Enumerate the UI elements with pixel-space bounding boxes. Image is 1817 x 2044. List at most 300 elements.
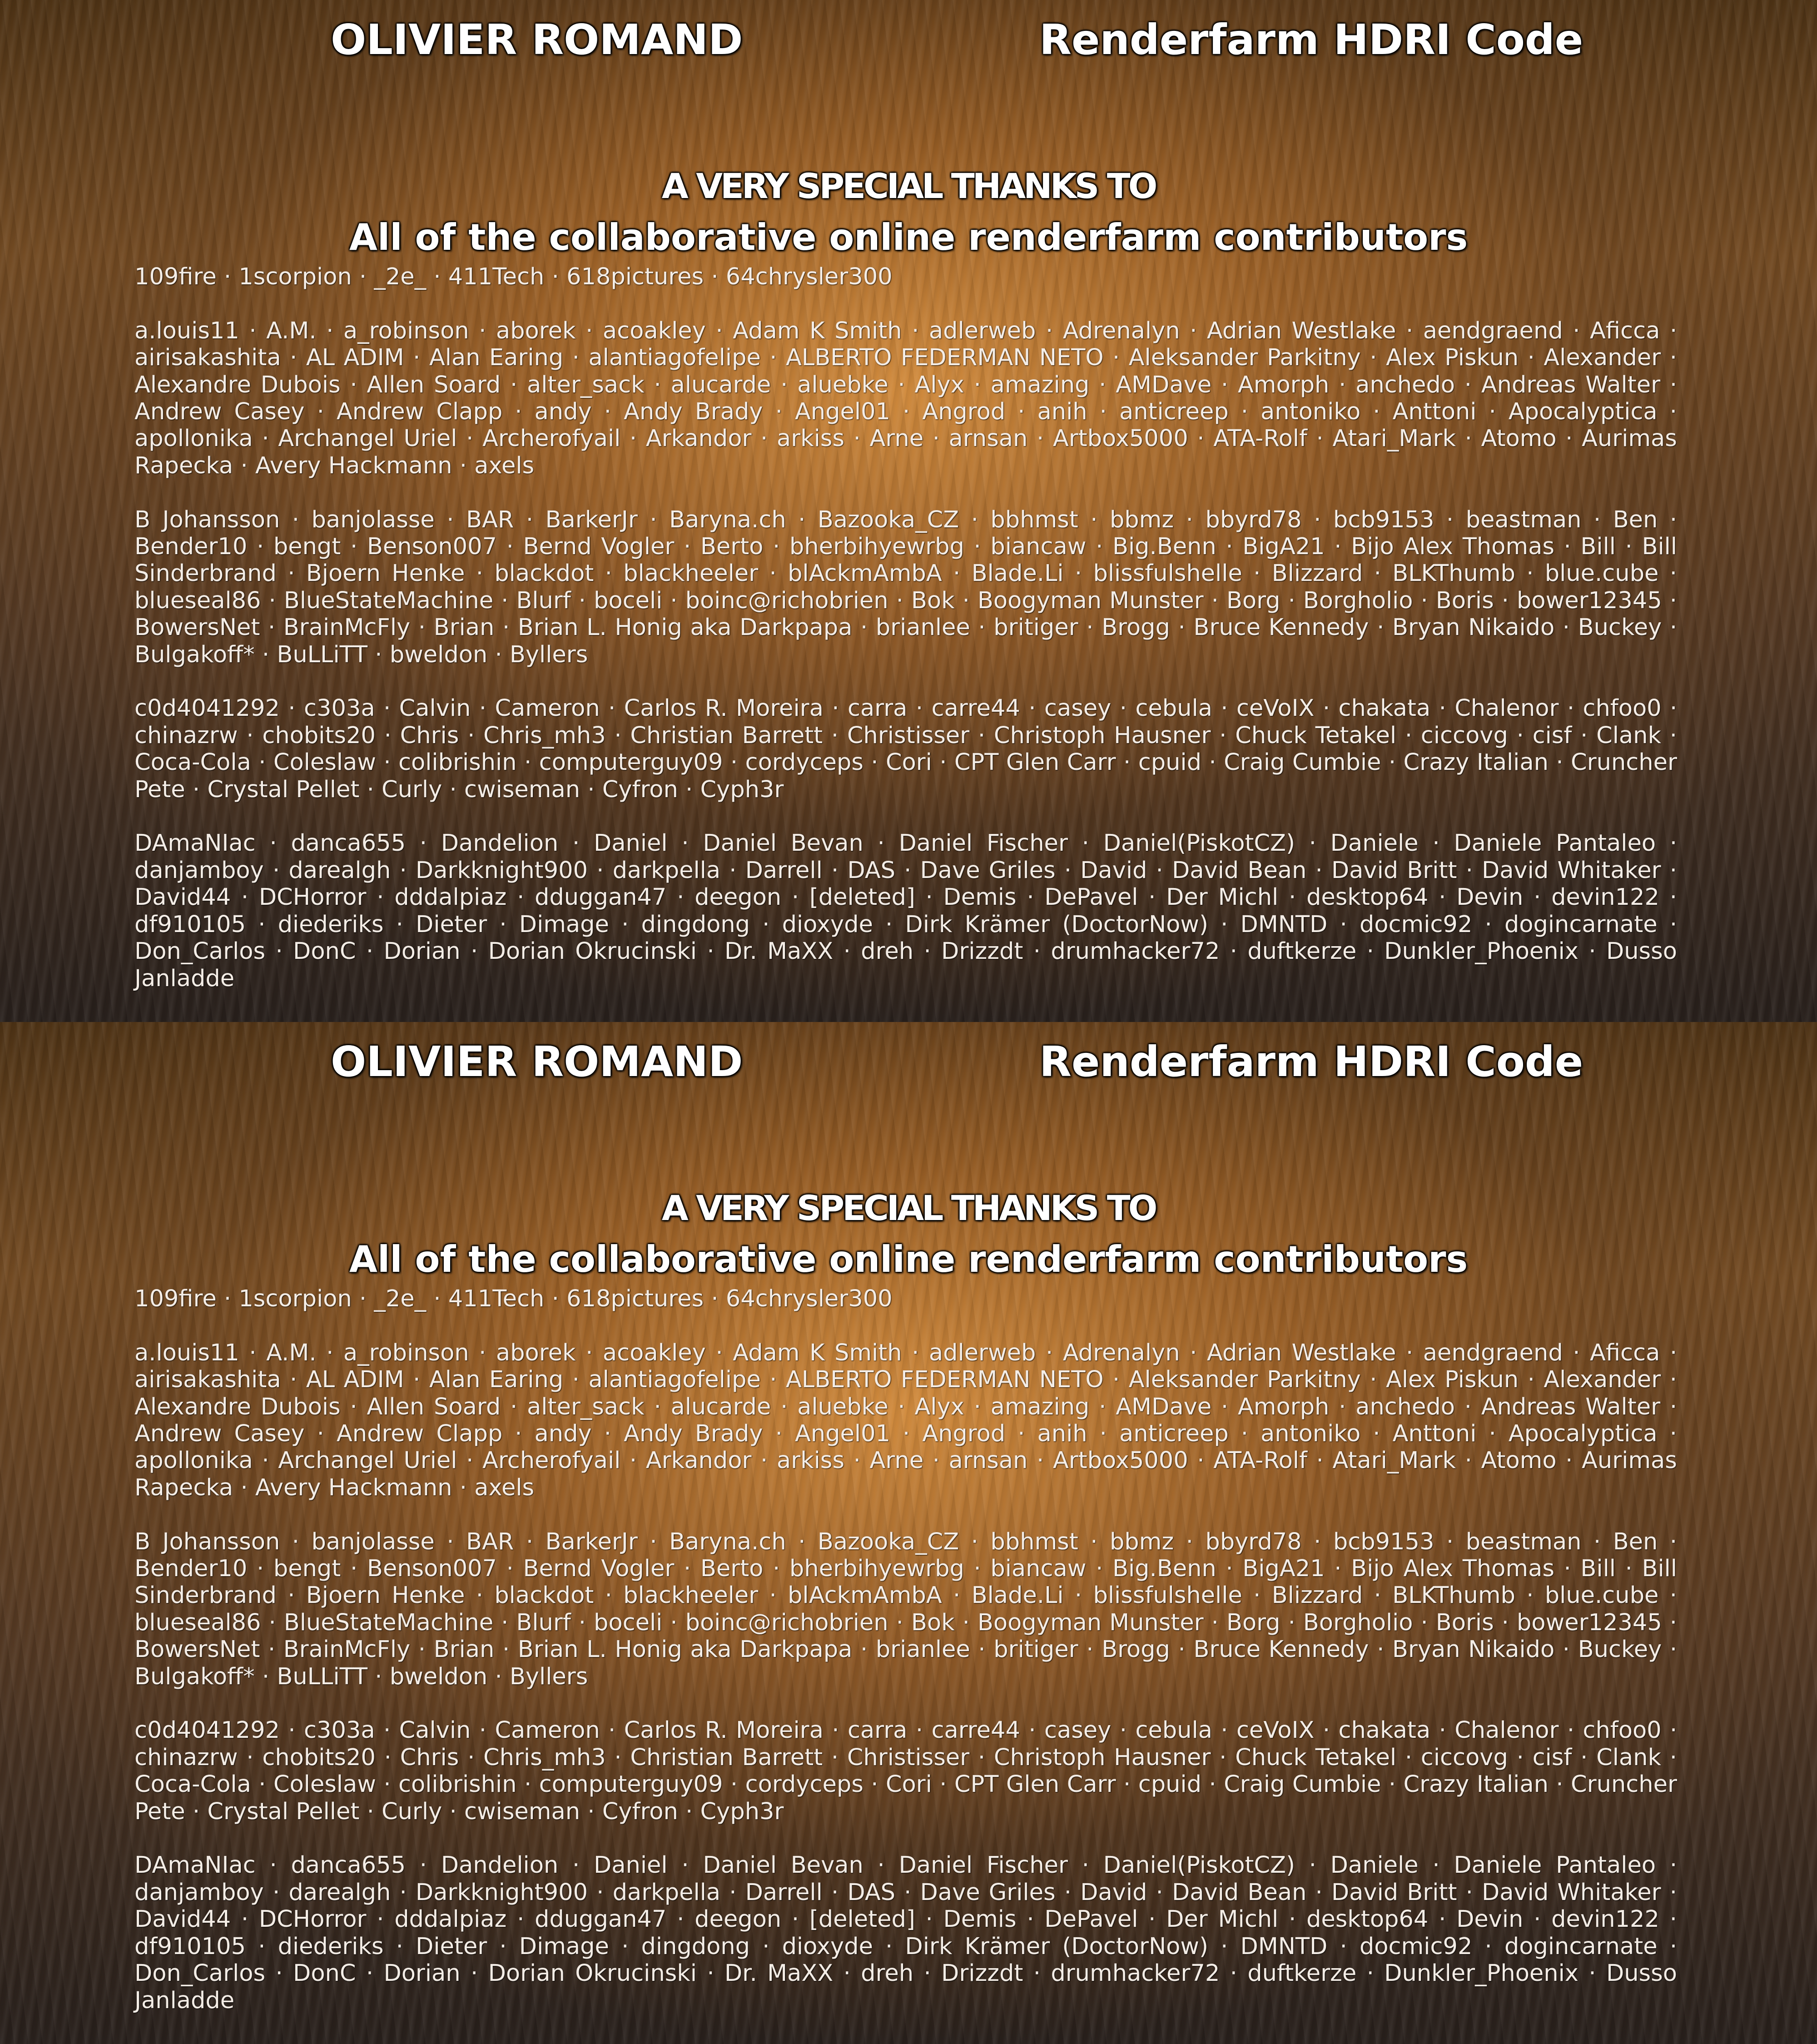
contributor-name: Atari_Mark [1332, 1447, 1456, 1474]
contributor-name: Andy Brady [624, 1420, 763, 1447]
contributor-name: David Bean [1172, 1879, 1306, 1906]
name-separator: · [1670, 560, 1677, 587]
name-separator: · [605, 1582, 612, 1609]
contributor-name: Cyfron [602, 776, 678, 803]
name-separator: · [730, 1771, 738, 1798]
name-separator: · [1670, 1933, 1677, 1960]
name-separator: · [413, 344, 420, 371]
contributor-name: blackheeler [623, 1582, 758, 1609]
contributor-name: biancaw [990, 533, 1086, 560]
name-separator: · [885, 1933, 893, 1960]
contributor-name: Darkknight900 [416, 1879, 588, 1906]
contributor-name: Christisser [847, 1744, 969, 1771]
contributor-name: Aficca [1590, 1340, 1660, 1366]
contributor-name: blueseal86 [134, 587, 261, 614]
name-separator: · [273, 1879, 280, 1906]
name-separator: · [1221, 1717, 1228, 1744]
contributor-name: c0d4041292 [134, 695, 280, 722]
name-separator: · [1465, 1394, 1472, 1420]
name-separator: · [1565, 1447, 1573, 1474]
name-separator: · [1226, 1555, 1233, 1582]
name-separator: · [1027, 884, 1034, 911]
name-separator: · [418, 1636, 426, 1663]
name-separator: · [1288, 587, 1296, 614]
contributor-name: danjamboy [134, 857, 264, 884]
name-separator: · [506, 533, 514, 560]
name-separator: · [1432, 830, 1440, 857]
contributor-name: Bruce Kennedy [1193, 614, 1369, 641]
contributor-name: Alyx [914, 372, 964, 398]
contributor-name: Devin [1456, 884, 1523, 911]
contributor-name: Carlos R. Moreira [624, 695, 824, 722]
name-separator: · [1209, 749, 1216, 776]
name-separator: · [1028, 695, 1036, 722]
name-separator: · [1670, 1528, 1677, 1555]
contributor-name: Demis [943, 1906, 1016, 1933]
name-separator: · [1405, 722, 1412, 749]
contributor-name: DAmaNIac [134, 1852, 256, 1879]
contributor-name: Adrian Westlake [1207, 1340, 1396, 1366]
name-separator: · [1334, 533, 1341, 560]
name-separator: · [1489, 1420, 1496, 1447]
name-separator: · [1465, 1447, 1472, 1474]
contributor-name: David44 [134, 884, 231, 911]
contributor-name: DAS [847, 1879, 895, 1906]
name-separator: · [762, 911, 769, 938]
contributor-name: Adam K Smith [733, 318, 902, 344]
contributor-name: Christisser [847, 722, 969, 749]
name-separator: · [1241, 1420, 1248, 1447]
contributor-name: Alex Piskun [1386, 344, 1519, 371]
contributor-name: 1scorpion [238, 263, 352, 290]
contributor-name: devin122 [1551, 884, 1659, 911]
contributor-name: AL ADIM [306, 1366, 404, 1393]
name-separator: · [677, 884, 684, 911]
name-separator: · [1526, 560, 1534, 587]
name-separator: · [878, 830, 885, 857]
contributor-name: carra [848, 1717, 908, 1744]
contributor-name: Drizzdt [941, 938, 1023, 965]
contributor-name: df910105 [134, 911, 246, 938]
contributor-name: acoakley [603, 1340, 706, 1366]
name-separator: · [1037, 425, 1044, 452]
contributor-name: Dimage [519, 1933, 609, 1960]
name-separator: · [1670, 1879, 1677, 1906]
name-separator: · [586, 1340, 593, 1366]
name-separator: · [896, 1609, 904, 1636]
name-separator: · [1439, 884, 1446, 911]
contributor-name: BlueStateMachine [284, 587, 493, 614]
contributor-name: Bill [1580, 533, 1616, 560]
contributor-name: amazing [991, 1394, 1090, 1420]
contributor-name: Darrell [745, 857, 823, 884]
name-separator: · [1082, 1852, 1089, 1879]
credit-role-header: Renderfarm HDRI Code [1039, 13, 1583, 67]
name-separator: · [711, 1285, 718, 1312]
name-separator: · [326, 318, 333, 344]
contributor-name: Angel01 [795, 1420, 890, 1447]
name-separator: · [792, 884, 799, 911]
name-separator: · [775, 398, 783, 425]
name-separator: · [654, 1394, 661, 1420]
name-separator: · [1082, 830, 1089, 857]
name-separator: · [1099, 1394, 1106, 1420]
contributor-name: bower12345 [1517, 587, 1662, 614]
contributor-name: Avery Hackmann [255, 1474, 452, 1501]
contributor-name: bbhmst [990, 506, 1078, 533]
contributor-name: britiger [993, 614, 1078, 641]
contributor-name: Carlos R. Moreira [624, 1717, 824, 1744]
contributor-name: danca655 [291, 830, 406, 857]
name-separator: · [1439, 695, 1446, 722]
contributor-name: cisf [1533, 1744, 1572, 1771]
name-separator: · [729, 857, 736, 884]
contributor-name: Bok [911, 1609, 955, 1636]
contributor-name: Aficca [1590, 318, 1660, 344]
contributor-name: Chalenor [1455, 695, 1559, 722]
name-separator: · [1670, 1420, 1677, 1447]
name-separator: · [288, 1582, 295, 1609]
contributor-name: aluebke [797, 1394, 889, 1420]
contributor-name: Angrod [922, 1420, 1005, 1447]
name-separator: · [292, 506, 299, 533]
name-separator: · [587, 1798, 595, 1825]
contributor-name: Christian Barrett [630, 1744, 823, 1771]
name-separator: · [288, 695, 295, 722]
name-separator: · [798, 1528, 805, 1555]
name-separator: · [1502, 1609, 1509, 1636]
contributor-name: Chuck Tetakel [1235, 1744, 1396, 1771]
name-separator: · [1096, 1555, 1103, 1582]
name-separator: · [871, 1771, 878, 1798]
name-separator: · [449, 776, 457, 803]
contributor-name: bbhmst [990, 1528, 1078, 1555]
contributor-name: desktop64 [1306, 884, 1428, 911]
name-separator: · [1156, 1879, 1163, 1906]
contributor-name: Cruncher Pete [134, 749, 1677, 803]
name-separator: · [1211, 1609, 1219, 1636]
contributor-name: Arkandor [646, 1447, 752, 1474]
contributor-name: Coca-Cola [134, 749, 251, 776]
contributor-name: Bazooka_CZ [818, 506, 959, 533]
name-separator: · [1377, 614, 1384, 641]
contributor-name: aendgraend [1423, 1340, 1563, 1366]
contributor-name: David Bean [1172, 857, 1306, 884]
contributor-name: Daniel [594, 1852, 668, 1879]
contributor-name: Bill [1580, 1555, 1616, 1582]
name-separator: · [933, 425, 940, 452]
contributor-name: casey [1044, 695, 1111, 722]
name-separator: · [798, 506, 805, 533]
name-separator: · [953, 1582, 960, 1609]
contributor-name: BLKThumb [1392, 1582, 1515, 1609]
name-separator: · [1112, 344, 1120, 371]
contributor-name: alter_sack [527, 372, 645, 398]
contributor-name: BlueStateMachine [284, 1609, 493, 1636]
contributor-name: Boris [1436, 587, 1494, 614]
contributor-name: Andreas Walter [1481, 1394, 1660, 1420]
name-separator: · [326, 1340, 333, 1366]
contributor-name: Bernd Vogler [523, 1555, 675, 1582]
contributor-name: DAS [847, 857, 895, 884]
contributor-name: computerguy09 [539, 1771, 723, 1798]
contributor-name: arkiss [777, 425, 844, 452]
name-separator: · [1564, 533, 1571, 560]
contributor-name: Artbox5000 [1053, 425, 1188, 452]
contributor-name: dingdong [641, 911, 750, 938]
name-separator: · [630, 425, 637, 452]
name-separator: · [730, 749, 738, 776]
contributor-name: bbmz [1110, 506, 1174, 533]
name-separator: · [510, 372, 517, 398]
contributor-name: Berto [700, 1555, 764, 1582]
contributor-name: chakata [1338, 1717, 1430, 1744]
name-separator: · [1289, 884, 1296, 911]
name-separator: · [572, 1852, 580, 1879]
name-separator: · [396, 911, 403, 938]
contributor-name: Blurf [516, 1609, 571, 1636]
contributor-name: Andrew Clapp [337, 398, 502, 425]
name-separator: · [971, 506, 978, 533]
name-separator: · [258, 1771, 266, 1798]
name-separator: · [1323, 695, 1330, 722]
name-separator: · [1190, 1340, 1197, 1366]
contributor-name: Byllers [510, 641, 588, 668]
name-separator: · [377, 884, 384, 911]
name-separator: · [1374, 1582, 1381, 1609]
contributor-name: blue.cube [1545, 1582, 1659, 1609]
contributor-name: arnsan [949, 425, 1028, 452]
contributor-name: B Johansson [134, 506, 280, 533]
name-separator: · [1370, 1366, 1377, 1393]
name-separator: · [1339, 1394, 1346, 1420]
contributor-name: [deleted] [809, 884, 915, 911]
contributor-name: ciccovg [1421, 722, 1508, 749]
name-separator: · [524, 749, 531, 776]
contributor-name: Dandelion [441, 830, 558, 857]
name-separator: · [1670, 614, 1677, 641]
contributor-name: blAckmAmbA [788, 1582, 942, 1609]
name-separator: · [447, 506, 454, 533]
contributor-name: blackheeler [623, 560, 758, 587]
name-separator: · [515, 1420, 522, 1447]
contributor-name: aborek [496, 1340, 576, 1366]
contributor-name: Crystal Pellet [207, 776, 359, 803]
contributor-name: DePavel [1044, 1906, 1138, 1933]
contributor-name: chakata [1338, 695, 1430, 722]
contributor-name: BigA21 [1242, 533, 1325, 560]
name-separator: · [1314, 1528, 1321, 1555]
contributor-name: Dimage [519, 911, 609, 938]
contributor-name: blissfulshelle [1093, 1582, 1242, 1609]
name-separator: · [604, 398, 611, 425]
contributor-name: darkpella [613, 1879, 720, 1906]
contributor-name: David [1080, 857, 1147, 884]
name-separator: · [963, 587, 970, 614]
contributor-name: airisakashita [134, 344, 281, 371]
contributor-name: Daniel [594, 830, 668, 857]
name-separator: · [1334, 1555, 1341, 1582]
contributor-name: axels [474, 1474, 534, 1501]
contributor-name: a_robinson [343, 1340, 469, 1366]
name-separator: · [896, 587, 904, 614]
contributor-name: britiger [993, 1636, 1078, 1663]
name-separator: · [1466, 1879, 1473, 1906]
name-separator: · [596, 1879, 604, 1906]
name-separator: · [495, 1663, 502, 1690]
contributor-name: DonC [293, 1960, 356, 1987]
name-separator: · [1567, 1717, 1574, 1744]
contributor-name: blueseal86 [134, 1609, 261, 1636]
name-separator: · [1580, 1744, 1588, 1771]
name-separator: · [1421, 1609, 1428, 1636]
name-separator: · [1309, 830, 1316, 857]
contributor-name: alucarde [670, 372, 771, 398]
contributor-name: anih [1038, 1420, 1087, 1447]
contributor-name: Crazy Italian [1404, 749, 1549, 776]
contributor-name: chinazrw [134, 722, 238, 749]
name-separator: · [273, 857, 280, 884]
contributor-name: AL ADIM [306, 344, 404, 371]
contributor-name: 411Tech [448, 1285, 545, 1312]
name-separator: · [367, 776, 374, 803]
contributor-name: BAR [466, 506, 514, 533]
contributor-name: Dieter [416, 1933, 487, 1960]
contributor-name: computerguy09 [539, 749, 723, 776]
name-separator: · [240, 452, 248, 479]
name-separator: · [1197, 425, 1204, 452]
contributor-name: antoniko [1261, 398, 1360, 425]
name-separator: · [1406, 318, 1413, 344]
contributor-name: Archerofyail [482, 1447, 621, 1474]
contributor-name: dddalpiaz [394, 884, 506, 911]
contributor-name: banjolasse [312, 506, 435, 533]
contributor-name: Bruce Kennedy [1193, 1636, 1369, 1663]
name-separator: · [792, 1906, 799, 1933]
name-separator: · [1670, 857, 1677, 884]
name-separator: · [502, 1636, 510, 1663]
name-separator: · [614, 1744, 621, 1771]
name-separator: · [1033, 1960, 1041, 1987]
name-separator: · [773, 1555, 780, 1582]
name-separator: · [359, 1285, 367, 1312]
name-separator: · [711, 263, 718, 290]
contributor-name: Baryna.ch [669, 506, 786, 533]
contributor-name: Aurimas Rapecka [134, 1447, 1677, 1501]
contributor-name: beastman [1466, 506, 1582, 533]
name-separator: · [1018, 398, 1025, 425]
contributor-name: BAR [466, 1528, 514, 1555]
contributor-name: David [1080, 1879, 1147, 1906]
name-separator: · [1221, 372, 1228, 398]
name-separator: · [193, 776, 200, 803]
contributor-name: Borgholio [1303, 587, 1413, 614]
name-separator: · [1046, 1340, 1053, 1366]
contributor-name: Chuck Tetakel [1235, 722, 1396, 749]
name-separator: · [1389, 1771, 1396, 1798]
contributor-name: Berto [700, 533, 764, 560]
name-separator: · [1178, 1636, 1186, 1663]
name-separator: · [383, 695, 391, 722]
contributor-name: Darkknight900 [416, 857, 588, 884]
contributor-name: BigA21 [1242, 1555, 1325, 1582]
contributor-name: DePavel [1044, 884, 1138, 911]
name-separator: · [1526, 1582, 1534, 1609]
contributor-name: Anttoni [1393, 1420, 1477, 1447]
name-separator: · [670, 587, 677, 614]
name-separator: · [904, 1879, 911, 1906]
name-separator: · [1594, 506, 1601, 533]
name-separator: · [1096, 533, 1103, 560]
contributor-name: Dandelion [441, 1852, 558, 1879]
name-separator: · [383, 749, 391, 776]
name-separator: · [517, 884, 524, 911]
contributor-name: df910105 [134, 1933, 246, 1960]
contributor-name: AMDave [1116, 372, 1211, 398]
contributor-name: Daniel Bevan [703, 830, 863, 857]
contributor-name: Aleksander Parkitny [1129, 344, 1361, 371]
name-separator: · [760, 425, 768, 452]
name-separator: · [1573, 1340, 1580, 1366]
contributor-name: Drizzdt [941, 1960, 1023, 1987]
name-separator: · [262, 1663, 269, 1690]
name-separator: · [572, 344, 580, 371]
contributor-name: Arne [869, 1447, 923, 1474]
name-separator: · [1209, 1771, 1216, 1798]
contributor-name: Crazy Italian [1404, 1771, 1549, 1798]
contributor-name: Alexander [1544, 1366, 1661, 1393]
contributor-name: Craig Cumbie [1224, 749, 1381, 776]
name-separator: · [1211, 587, 1219, 614]
contributor-name: Alyx [914, 1394, 964, 1420]
name-separator: · [1670, 1906, 1677, 1933]
contributor-name: axels [474, 452, 534, 479]
contributor-name: dogincarnate [1504, 911, 1658, 938]
contributor-name: Dusso Janladde [134, 938, 1677, 992]
name-separator: · [832, 695, 839, 722]
contributor-name: apollonika [134, 425, 253, 452]
name-separator: · [366, 938, 373, 965]
contributor-name: boinc@richobrien [685, 1609, 889, 1636]
contributor-name: antoniko [1261, 1420, 1360, 1447]
name-separator: · [1670, 722, 1677, 749]
name-separator: · [359, 263, 367, 290]
contributor-name: Der Michl [1166, 884, 1278, 911]
contributor-name: Chris [400, 1744, 459, 1771]
name-separator: · [1123, 749, 1131, 776]
name-separator: · [499, 911, 506, 938]
contributor-name: Apocalyptica [1509, 1420, 1658, 1447]
name-separator: · [552, 1285, 559, 1312]
name-separator: · [939, 749, 947, 776]
name-separator: · [1670, 1636, 1677, 1663]
contributor-name: Devin [1456, 1906, 1523, 1933]
contributor-name: ALBERTO FEDERMAN NETO [786, 344, 1104, 371]
contributor-name: ATA-Rolf [1213, 1447, 1307, 1474]
name-separator: · [608, 695, 616, 722]
name-separator: · [1565, 425, 1573, 452]
contributor-name: carre44 [931, 1717, 1020, 1744]
name-separator: · [621, 911, 629, 938]
name-separator: · [971, 1528, 978, 1555]
name-separator: · [1446, 1528, 1454, 1555]
contributor-name: CPT Glen Carr [954, 749, 1116, 776]
contributor-name: Dunkler_Phoenix [1384, 1960, 1579, 1987]
contributor-name: darealgh [288, 1879, 391, 1906]
contributor-name: docmic92 [1360, 1933, 1472, 1960]
name-separator: · [973, 1555, 981, 1582]
name-separator: · [912, 1340, 919, 1366]
